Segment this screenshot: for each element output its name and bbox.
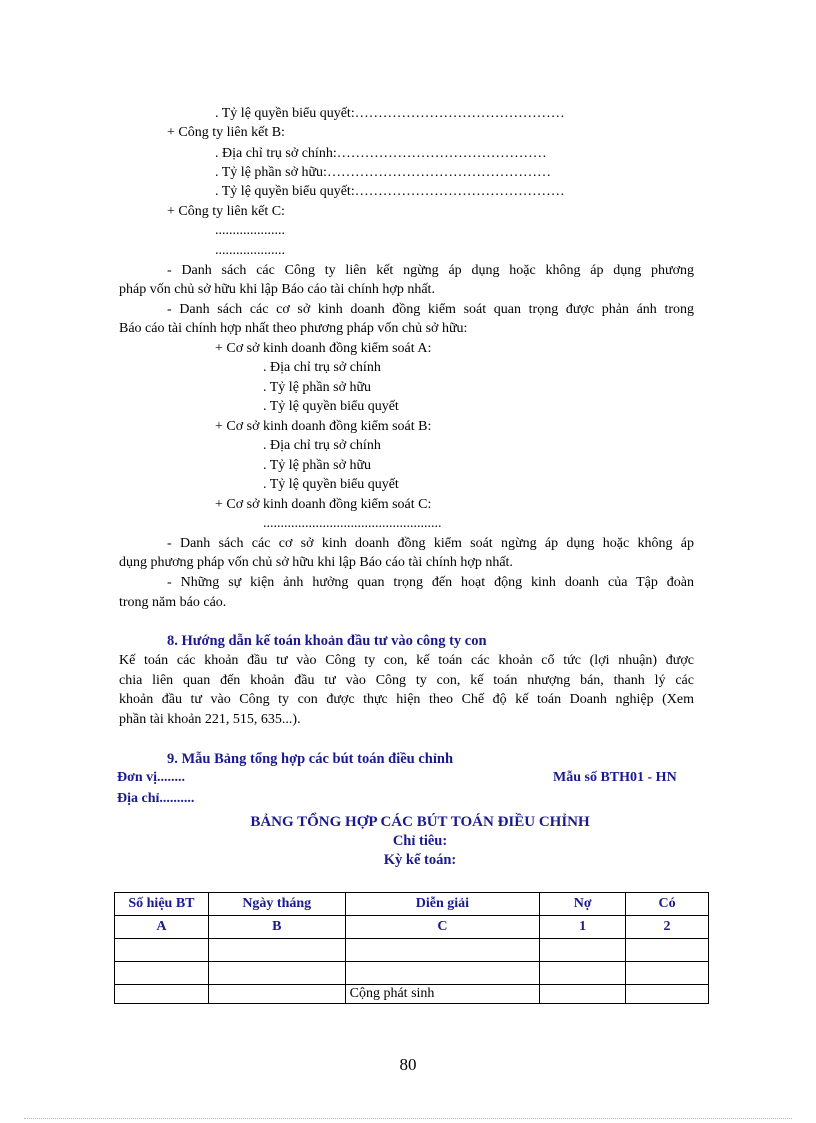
joint-a-ownership: . Tỷ lệ phần sở hữu xyxy=(263,380,372,395)
unit-field: Đơn vị........ xyxy=(117,770,186,785)
table-cell xyxy=(208,939,345,962)
table-cell xyxy=(115,939,209,962)
section-8-title: 8. Hướng dẫn kế toán khoản đầu tư vào công ty con xyxy=(167,633,487,649)
code-c: C xyxy=(345,916,540,939)
table-cell xyxy=(208,962,345,985)
section-8-line-4: phần tài khoản 221, 515, 635...). xyxy=(119,712,301,727)
joint-c-heading: + Cơ sở kinh doanh đồng kiểm soát C: xyxy=(215,497,432,512)
header-description: Diễn giải xyxy=(345,893,540,916)
table-cell xyxy=(626,939,709,962)
header-entry-no: Số hiệu BT xyxy=(115,893,209,916)
adjustment-summary-table xyxy=(114,892,709,1004)
header-debit: Nợ xyxy=(540,893,626,916)
table-cell xyxy=(540,962,626,985)
section-8-line-3: khoản đầu tư vào Công ty con được thực hiện theo Chế độ kế toán Doanh nghiệp (Xem xyxy=(119,692,694,707)
table-title: BẢNG TỔNG HỢP CÁC BÚT TOÁN ĐIỀU CHỈNH xyxy=(250,814,590,830)
section-9-title: 9. Mẫu Bảng tổng hợp các bút toán điều chỉnh xyxy=(167,751,454,767)
code-2: 2 xyxy=(626,916,709,939)
table-cell xyxy=(540,939,626,962)
table-cell xyxy=(626,962,709,985)
joint-ventures-line-1: - Danh sách các cơ sở kinh doanh đồng kiểm soát quan trọng được phản ánh trong xyxy=(167,302,694,317)
header-date: Ngày tháng xyxy=(208,893,345,916)
joint-a-vote: . Tỷ lệ quyền biểu quyết xyxy=(263,399,399,414)
company-c-dots-2: .................... xyxy=(215,243,285,258)
page-bottom-divider xyxy=(24,1118,792,1119)
form-number: Mẫu số BTH01 - HN xyxy=(553,770,677,785)
table-cell xyxy=(626,985,709,1004)
joint-b-ownership: . Tỷ lệ phần sở hữu xyxy=(263,458,372,473)
joint-a-address: . Địa chỉ trụ sở chính xyxy=(263,360,381,375)
table-cell xyxy=(345,939,540,962)
period-label: Kỳ kế toán: xyxy=(383,852,457,868)
table-code-row xyxy=(115,916,709,939)
total-label: Cộng phát sinh xyxy=(345,985,540,1004)
company-b-heading: + Công ty liên kết B: xyxy=(167,125,285,140)
joint-ventures-line-2: Báo cáo tài chính hợp nhất theo phương pháp vốn chủ sở hữu: xyxy=(119,321,468,336)
table-row xyxy=(115,939,709,962)
indicator-label: Chỉ tiêu: xyxy=(392,833,448,849)
table-cell xyxy=(540,985,626,1004)
stopped-associates-line-2: pháp vốn chủ sở hữu khi lập Báo cáo tài chính hợp nhất. xyxy=(119,282,435,297)
table-header-row xyxy=(115,893,709,916)
joint-b-address: . Địa chỉ trụ sở chính xyxy=(263,438,381,453)
code-b: B xyxy=(208,916,345,939)
company-b-ownership-line: . Tỷ lệ phần sở hữu:………………………………………… xyxy=(215,165,551,180)
table-row xyxy=(115,962,709,985)
events-line-2: trong năm báo cáo. xyxy=(119,595,227,610)
company-c-dots-1: .................... xyxy=(215,223,285,238)
joint-b-heading: + Cơ sở kinh doanh đồng kiểm soát B: xyxy=(215,419,432,434)
page-number: 80 xyxy=(399,1055,417,1074)
header-credit: Có xyxy=(626,893,709,916)
table-cell xyxy=(115,962,209,985)
company-b-address-line: . Địa chỉ trụ sở chính:……………………………………… xyxy=(215,146,547,161)
table-total-row xyxy=(115,985,709,1004)
joint-stopped-line-2: dụng phương pháp vốn chủ sở hữu khi lập Báo cáo tài chính hợp nhất. xyxy=(119,555,513,570)
address-field: Địa chỉ.......... xyxy=(117,791,195,806)
company-c-heading: + Công ty liên kết C: xyxy=(167,204,285,219)
joint-b-vote: . Tỷ lệ quyền biểu quyết xyxy=(263,477,399,492)
code-1: 1 xyxy=(540,916,626,939)
joint-c-dots: ................................................... xyxy=(263,516,442,531)
company-a-vote-line: . Tỷ lệ quyền biểu quyết:……………………………………… xyxy=(215,106,565,121)
table-cell xyxy=(115,985,209,1004)
table-cell xyxy=(345,962,540,985)
stopped-associates-line-1: - Danh sách các Công ty liên kết ngừng áp dụng hoặc không áp dụng phương xyxy=(167,263,694,278)
joint-a-heading: + Cơ sở kinh doanh đồng kiểm soát A: xyxy=(215,341,432,356)
code-a: A xyxy=(115,916,209,939)
table-cell xyxy=(208,985,345,1004)
company-b-vote-line: . Tỷ lệ quyền biểu quyết:……………………………………… xyxy=(215,184,565,199)
joint-stopped-line-1: - Danh sách các cơ sở kinh doanh đồng kiểm soát ngừng áp dụng hoặc không áp xyxy=(167,536,694,551)
section-8-line-1: Kế toán các khoản đầu tư vào Công ty con, kế toán các khoản cổ tức (lợi nhuận) được xyxy=(119,653,694,668)
section-8-line-2: chia liên quan đến khoản đầu tư vào Công ty con, kế toán nhượng bán, thanh lý các xyxy=(119,673,694,688)
events-line-1: - Những sự kiện ảnh hưởng quan trọng đến hoạt động kinh doanh của Tập đoàn xyxy=(167,575,694,590)
